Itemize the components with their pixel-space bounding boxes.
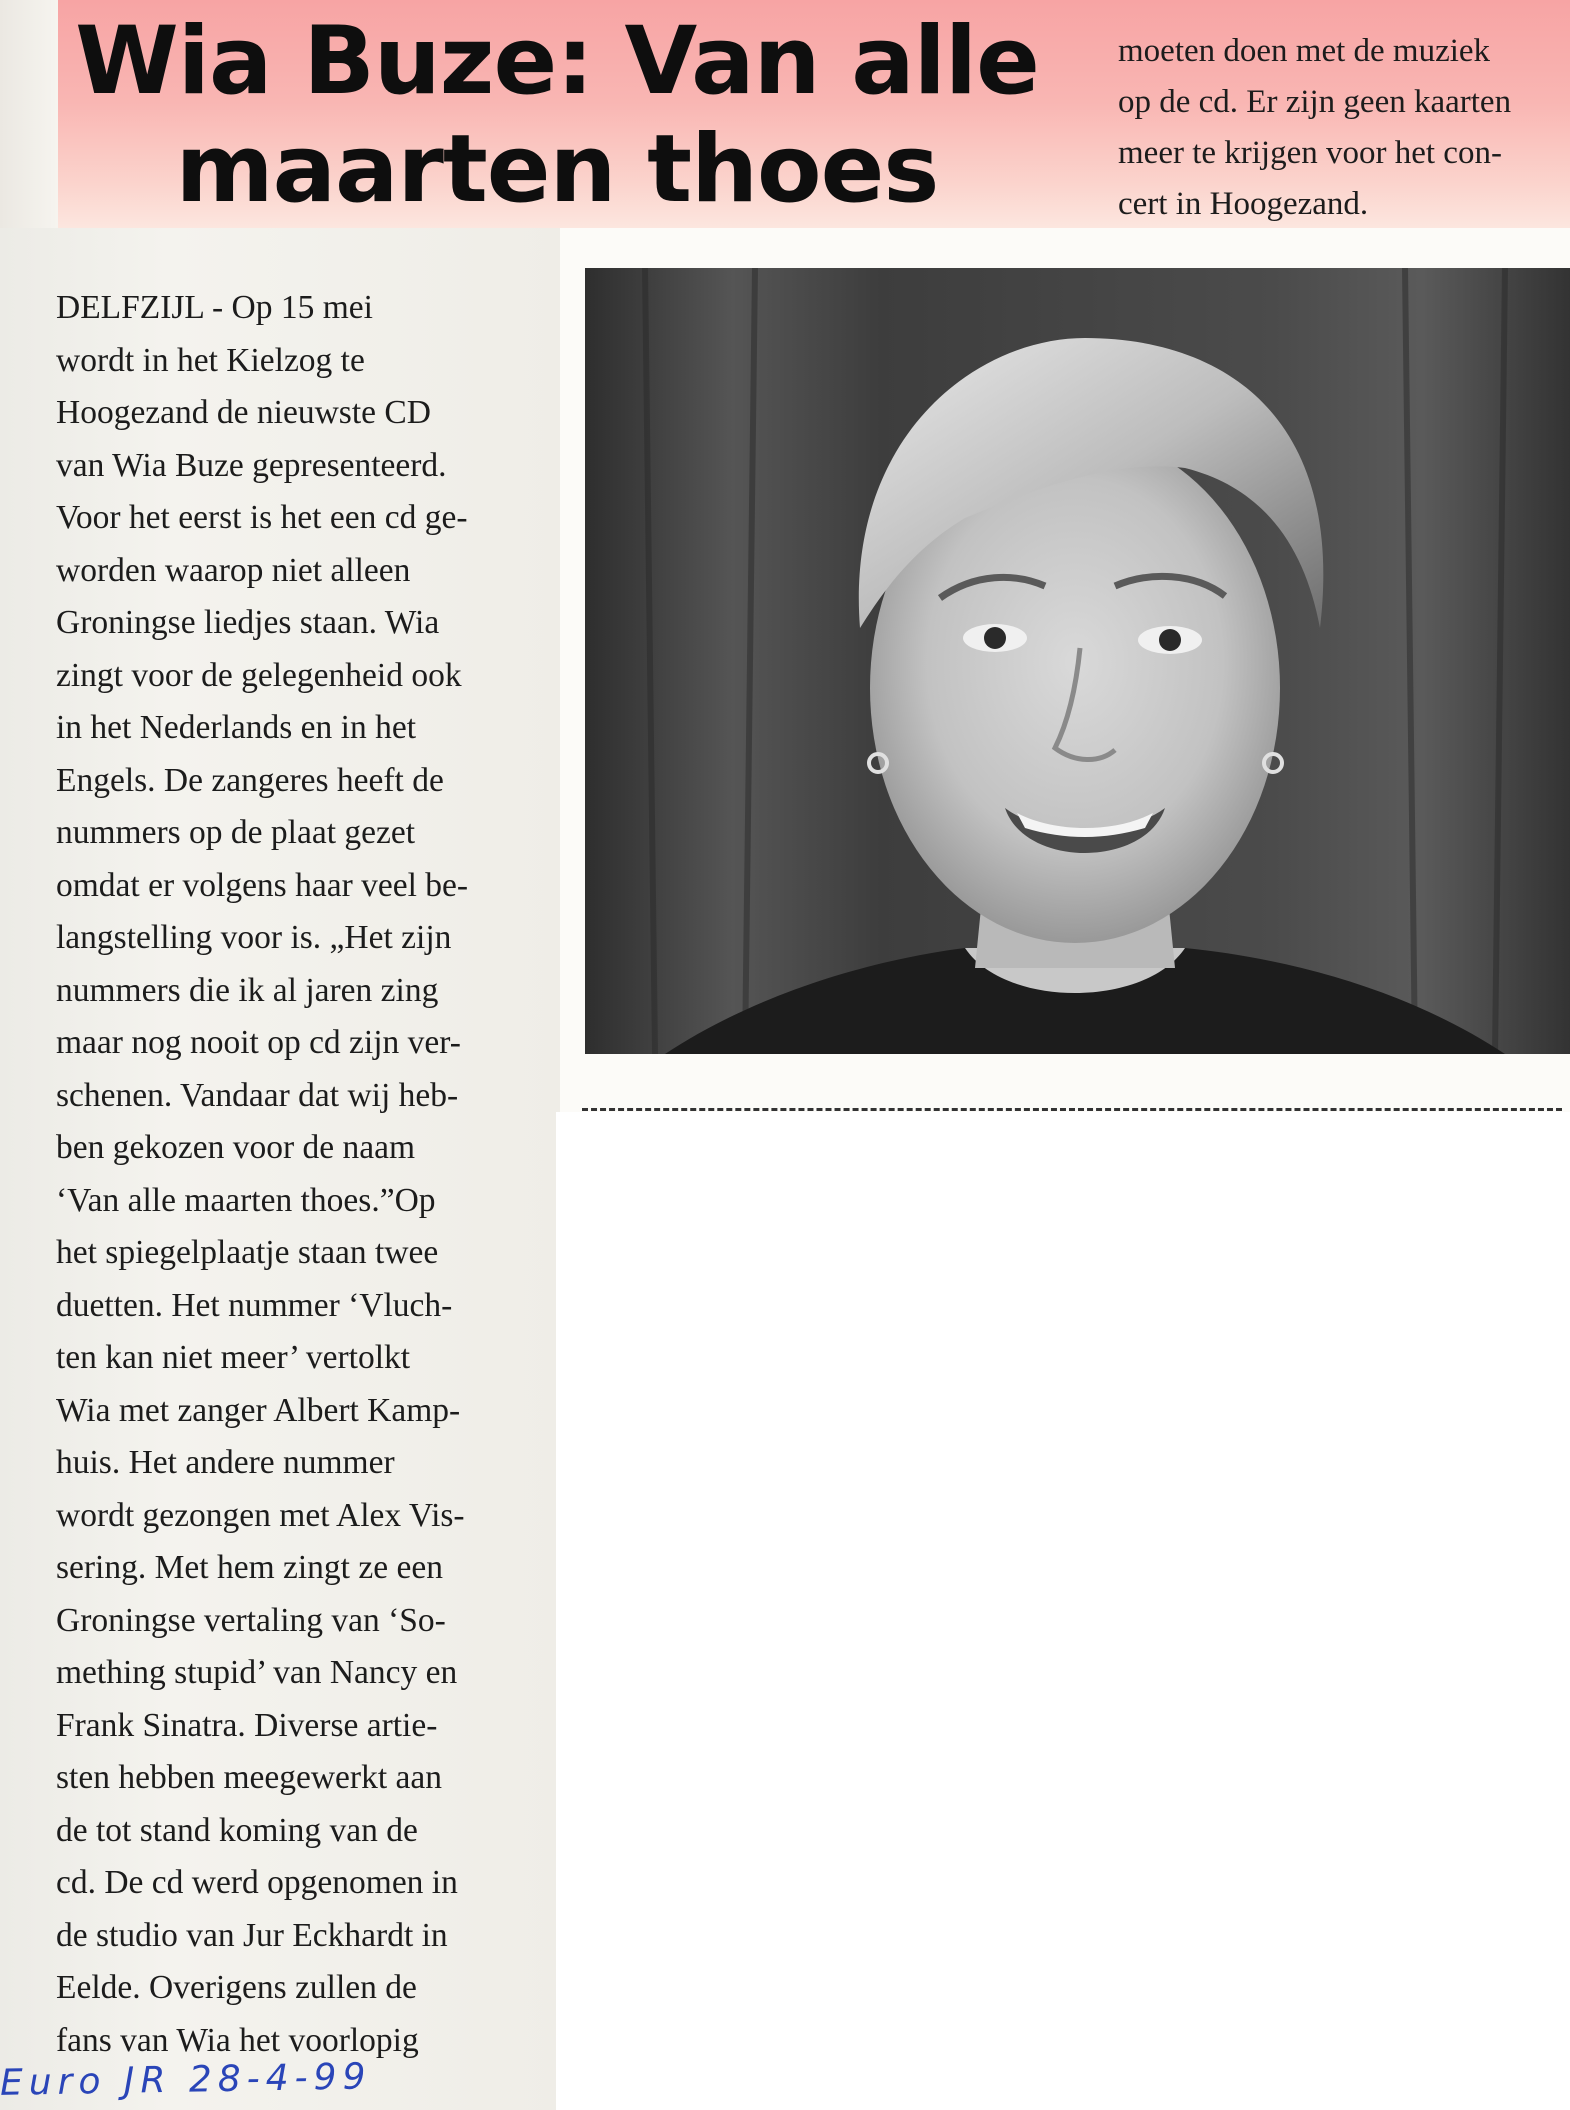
portrait-illustration [585, 268, 1570, 1054]
dashed-cut-line [582, 1108, 1562, 1111]
header-continuation-text: moeten doen met de muziek op de cd. Er zijn geen kaarten meer te krijgen voor het con- cert in Hoogezand. [1118, 33, 1512, 222]
blank-area [556, 1112, 1570, 2110]
article-body-text: DELFZIJL - Op 15 mei wordt in het Kielzog te Hoogezand de nieuwste CD van Wia Buze gepresenteerd. Voor het eerst is het een cd ge- worden waarop niet alleen Groningse liedjes staan. Wia zingt voor de gelegenheid ook in het Nederlands en in het Engels. De zangeres heeft de nummers op de plaat gezet omdat er volgens haar veel be- langstelling voor is. „Het zijn nummers die ik al jaren zing maar nog nooit op cd zijn ver- schenen. Vandaar dat wij heb- ben gekozen voor de naam ‘Van alle maarten thoes.”Op het spiegelplaatje staan twee duetten. Het nummer ‘Vluch- ten kan niet meer’ vertolkt Wia met zanger Albert Kamp- huis. Het andere nummer wordt gezongen met Alex Vis- sering. Met hem zingt ze een Groningse vertaling van ‘So- mething stupid’ van Nancy en Frank Sinatra. Diverse artie- sten hebben meegewerkt aan de tot stand koming van de cd. De cd werd opgenomen in de studio van Jur Eckhardt in Eelde. Overigens zullen de fans van Wia het voorlopig [56, 289, 469, 2059]
portrait-photo [585, 268, 1570, 1054]
article-headline: Wia Buze: Van alle maarten thoes [75, 7, 1039, 224]
handwritten-annotation: Euro JR 28-4-99 [0, 2056, 372, 2104]
